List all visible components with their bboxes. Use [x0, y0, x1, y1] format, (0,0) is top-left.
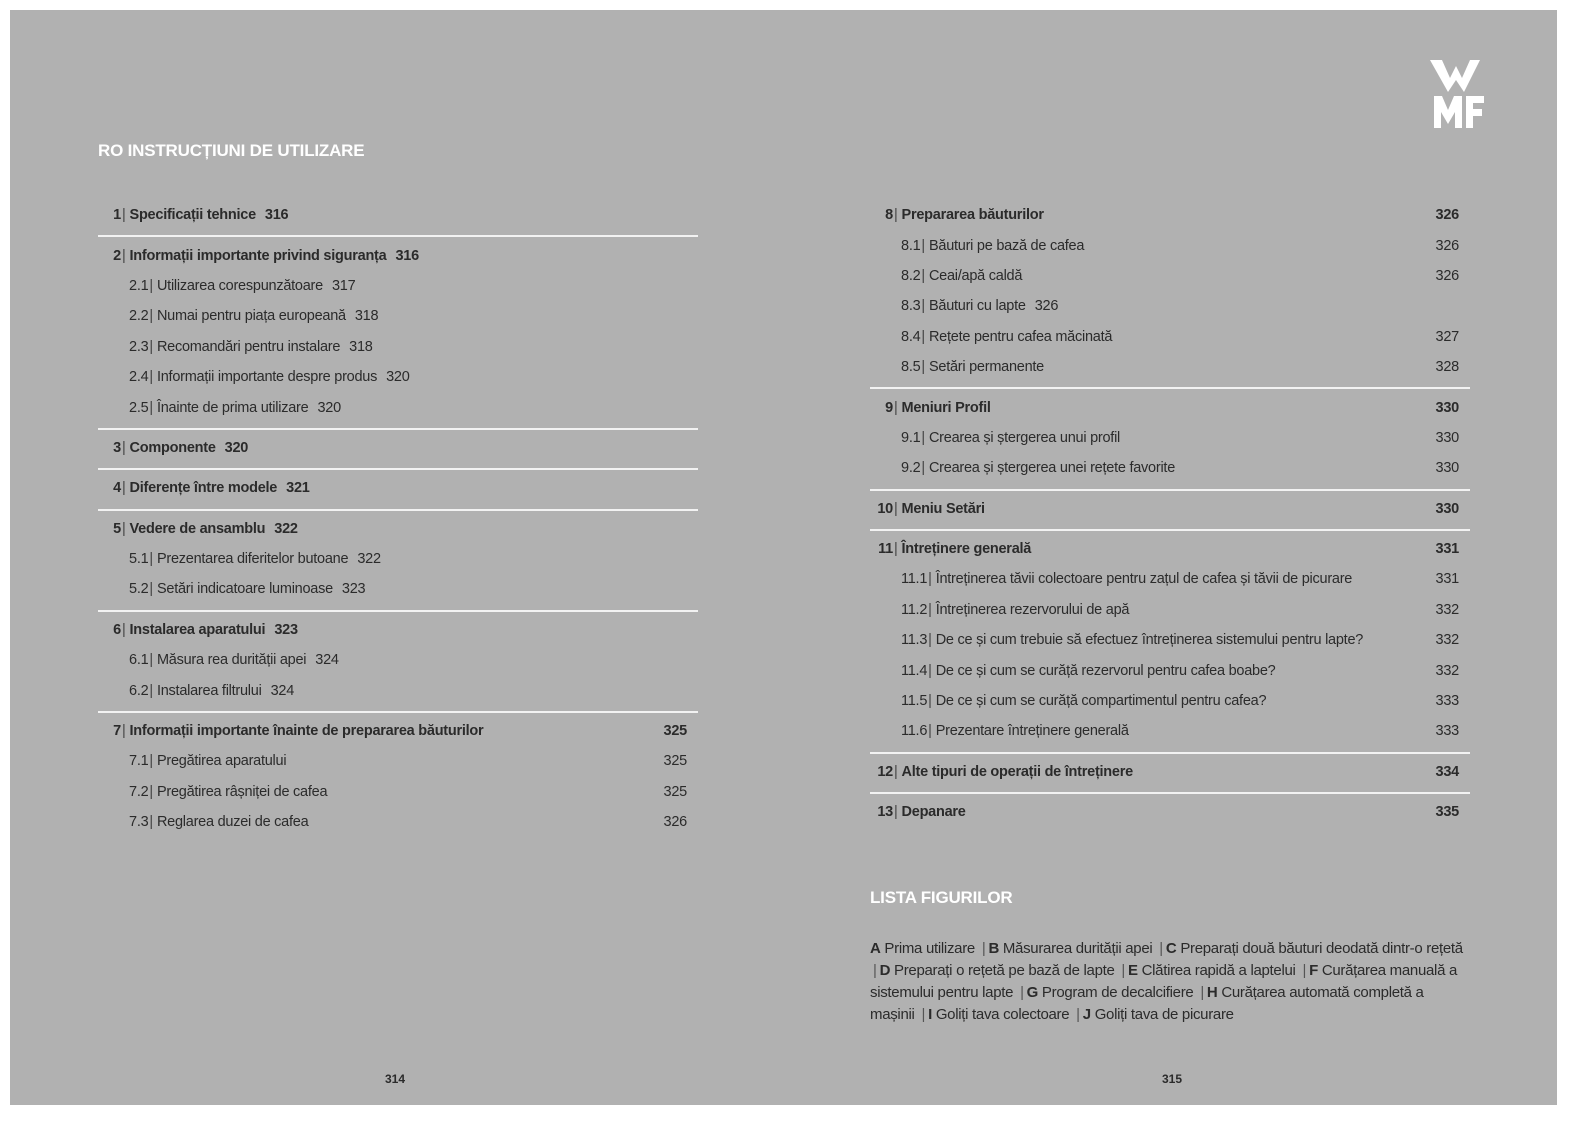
toc-entry-number: 2.2	[129, 308, 149, 325]
toc-entry-number: 13	[877, 804, 893, 821]
toc-entry-title: Pregătirea râșniței de cafea	[156, 783, 328, 800]
toc-entry-page: 331	[1435, 541, 1459, 558]
separator-bar: |	[122, 480, 126, 497]
toc-entry-title: De ce și cum se curăță compartimentul pentru cafea?	[935, 693, 1267, 710]
toc-entry-page: 334	[1435, 763, 1459, 780]
separator-bar: |	[928, 632, 932, 649]
toc-entry-number: 6.1	[129, 652, 149, 669]
toc-entry-8-5[interactable]	[870, 352, 1470, 382]
toc-entry-page: 325	[663, 783, 687, 800]
figure-letter: D	[879, 962, 891, 979]
toc-entry-page: 333	[1435, 723, 1459, 740]
toc-entry-2-3[interactable]	[98, 332, 698, 362]
toc-entry-page: 320	[224, 439, 249, 456]
toc-entry-13[interactable]	[870, 797, 1470, 827]
separator-bar: |	[1076, 1006, 1080, 1023]
figure-item	[880, 962, 1115, 979]
separator-bar: |	[149, 338, 153, 355]
toc-entry-page: 326	[1034, 298, 1059, 315]
toc-right-column	[870, 197, 1470, 832]
toc-entry-title: Componente	[129, 439, 216, 456]
toc-entry-page: 332	[1435, 601, 1459, 618]
toc-entry-11-6[interactable]	[870, 716, 1470, 746]
toc-entry-page: 325	[663, 753, 687, 770]
toc-section	[870, 531, 1470, 754]
figure-letter: A	[870, 940, 881, 957]
toc-entry-page: 331	[1435, 571, 1459, 588]
toc-entry-page: 326	[1435, 207, 1459, 224]
toc-entry-title: Alte tipuri de operații de întreținere	[901, 763, 1133, 780]
separator-bar: |	[928, 693, 932, 710]
toc-entry-8-4[interactable]	[870, 322, 1470, 352]
toc-entry-11-1[interactable]	[870, 564, 1470, 594]
toc-entry-title: Utilizarea corespunzătoare	[156, 277, 323, 294]
toc-entry-page: 324	[270, 682, 295, 699]
toc-entry-page: 327	[1435, 328, 1459, 345]
toc-entry-11-3[interactable]	[870, 625, 1470, 655]
toc-entry-title: Specificații tehnice	[129, 207, 256, 224]
toc-entry-12[interactable]	[870, 757, 1470, 787]
figure-letter: H	[1206, 984, 1218, 1001]
toc-entry-11[interactable]	[870, 534, 1470, 564]
toc-entry-number: 11	[878, 541, 893, 558]
toc-entry-title: Întreținere generală	[901, 541, 1032, 558]
separator-bar: |	[921, 429, 925, 446]
toc-entry-title: Numai pentru piața europeană	[156, 308, 346, 325]
toc-entry-number: 9.2	[901, 460, 921, 477]
toc-section	[98, 511, 698, 612]
toc-entry-title: Rețete pentru cafea măcinată	[928, 328, 1113, 345]
toc-entry-page: 335	[1435, 804, 1459, 821]
separator-bar: |	[894, 500, 898, 517]
separator-bar: |	[981, 940, 986, 957]
toc-entry-number: 10	[877, 500, 893, 517]
figure-letter: B	[988, 940, 999, 957]
toc-entry-title: Instalarea filtrului	[156, 682, 262, 699]
separator-bar: |	[122, 207, 126, 224]
toc-entry-page: 326	[1435, 267, 1459, 284]
figure-caption: Preparați două băuturi deodată dintr-o rețetă	[1180, 940, 1463, 957]
toc-left-column	[98, 197, 698, 842]
page-number-right: 315	[1162, 1072, 1183, 1086]
toc-entry-title: Întreținerea rezervorului de apă	[935, 601, 1130, 618]
wmf-logo	[1428, 58, 1488, 128]
figure-item	[1128, 962, 1296, 979]
toc-section	[870, 389, 1470, 490]
separator-bar: |	[928, 662, 932, 679]
separator-bar: |	[1302, 962, 1307, 979]
separator-bar: |	[894, 399, 898, 416]
toc-entry-page: 320	[386, 369, 410, 386]
toc-entry-8-2[interactable]	[870, 261, 1470, 291]
toc-entry-2[interactable]	[98, 240, 698, 270]
toc-entry-page: 321	[286, 480, 310, 497]
toc-entry-number: 11.2	[901, 601, 928, 618]
toc-entry-title: De ce și cum trebuie să efectuez întreținerea sistemului pentru lapte?	[935, 632, 1364, 649]
separator-bar: |	[894, 763, 898, 780]
toc-entry-7-3[interactable]	[98, 807, 698, 837]
separator-bar: |	[122, 247, 126, 264]
toc-entry-9-1[interactable]	[870, 423, 1470, 453]
separator-bar: |	[122, 439, 126, 456]
toc-entry-title: Băuturi pe bază de cafea	[928, 237, 1085, 254]
separator-bar: |	[149, 682, 153, 699]
separator-bar: |	[1121, 962, 1126, 979]
toc-section	[870, 197, 1470, 389]
toc-entry-title: Crearea și ștergerea unei rețete favorite	[928, 460, 1176, 477]
toc-entry-page: 317	[331, 277, 356, 294]
separator-bar: |	[894, 541, 898, 558]
toc-entry-page: 330	[1435, 429, 1459, 446]
toc-entry-11-2[interactable]	[870, 595, 1470, 625]
toc-section	[98, 713, 698, 843]
toc-entry-number: 2.1	[129, 277, 149, 294]
toc-entry-number: 8.2	[901, 267, 921, 284]
separator-bar: |	[921, 237, 925, 254]
toc-entry-5-2[interactable]	[98, 574, 698, 604]
toc-entry-number: 2.5	[129, 399, 149, 416]
toc-entry-number: 7.1	[129, 753, 149, 770]
toc-entry-number: 5	[113, 520, 121, 537]
toc-entry-title: Meniuri Profil	[901, 399, 991, 416]
toc-entry-11-4[interactable]	[870, 655, 1470, 685]
toc-entry-6-2[interactable]	[98, 675, 698, 705]
toc-entry-8-1[interactable]	[870, 230, 1470, 260]
figure-letter: I	[928, 1006, 932, 1023]
separator-bar: |	[149, 551, 153, 568]
separator-bar: |	[921, 359, 925, 376]
toc-entry-page: 332	[1435, 632, 1459, 649]
separator-bar: |	[921, 267, 925, 284]
separator-bar: |	[894, 804, 898, 821]
figure-caption: Prima utilizare	[884, 940, 975, 957]
toc-entry-number: 2.4	[129, 369, 149, 386]
separator-bar: |	[149, 581, 153, 598]
separator-bar: |	[149, 308, 153, 325]
toc-entry-title: De ce și cum se curăță rezervorul pentru cafea boabe?	[935, 662, 1276, 679]
toc-entry-number: 9.1	[901, 429, 921, 446]
toc-entry-11-5[interactable]	[870, 686, 1470, 716]
figure-item	[1166, 940, 1463, 957]
toc-entry-page: 326	[663, 814, 687, 831]
separator-bar: |	[921, 460, 925, 477]
toc-entry-number: 6.2	[129, 682, 149, 699]
toc-entry-page: 333	[1435, 693, 1459, 710]
toc-entry-number: 12	[877, 763, 893, 780]
toc-entry-title: Diferențe între modele	[129, 480, 278, 497]
separator-bar: |	[1200, 984, 1204, 1001]
toc-entry-page: 322	[274, 520, 298, 537]
page-number-left: 314	[385, 1072, 406, 1086]
figure-caption: Curățarea manuală a sistemului pentru lapte	[870, 962, 1458, 1001]
toc-entry-title: Informații importante despre produs	[156, 369, 378, 386]
figure-letter: J	[1082, 1006, 1091, 1023]
toc-entry-title: Informații importante înainte de prepararea băuturilor	[129, 723, 484, 740]
figure-item	[1083, 1006, 1234, 1023]
toc-entry-title: Setări indicatoare luminoase	[156, 581, 333, 598]
toc-entry-number: 7.3	[129, 814, 149, 831]
toc-entry-number: 6	[113, 621, 121, 638]
toc-entry-page: 332	[1435, 662, 1459, 679]
toc-entry-number: 5.1	[129, 551, 149, 568]
toc-entry-number: 8.3	[901, 298, 921, 315]
figure-letter: F	[1309, 962, 1318, 979]
toc-entry-number: 8.4	[901, 328, 921, 345]
separator-bar: |	[928, 571, 932, 588]
toc-entry-title: Crearea și ștergerea unui profil	[928, 429, 1121, 446]
figure-caption: Goliți tava de picurare	[1094, 1006, 1234, 1023]
toc-entry-title: Depanare	[901, 804, 966, 821]
toc-entry-number: 9	[885, 399, 893, 416]
separator-bar: |	[149, 753, 153, 770]
figure-caption: Preparați o rețetă pe bază de lapte	[894, 962, 1115, 979]
document-title: RO INSTRUCȚIUNI DE UTILIZARE	[98, 141, 365, 160]
figure-letter: G	[1026, 984, 1039, 1001]
toc-entry-7[interactable]	[98, 716, 698, 746]
toc-entry-7-2[interactable]	[98, 777, 698, 807]
toc-section	[870, 794, 1470, 832]
toc-entry-page: 318	[349, 338, 373, 355]
toc-entry-title: Prezentare întreținere generală	[935, 723, 1129, 740]
toc-entry-2-2[interactable]	[98, 301, 698, 331]
toc-entry-number: 11.3	[901, 632, 928, 649]
toc-section	[870, 754, 1470, 794]
separator-bar: |	[149, 652, 153, 669]
toc-entry-page: 316	[264, 207, 289, 224]
toc-entry-page: 322	[357, 551, 381, 568]
toc-entry-page: 330	[1435, 500, 1459, 517]
separator-bar: |	[921, 1006, 926, 1023]
figure-item	[988, 940, 1152, 957]
toc-entry-page: 328	[1435, 359, 1459, 376]
toc-entry-page: 324	[315, 652, 339, 669]
figure-caption: Măsurarea durității apei	[1002, 940, 1153, 957]
separator-bar: |	[149, 369, 153, 386]
toc-section	[98, 197, 698, 237]
toc-entry-page: 326	[1435, 237, 1459, 254]
separator-bar: |	[928, 601, 932, 618]
toc-entry-page: 323	[341, 581, 366, 598]
toc-entry-number: 8.5	[901, 359, 921, 376]
toc-entry-title: Pregătirea aparatului	[156, 753, 287, 770]
toc-entry-page: 325	[663, 723, 687, 740]
separator-bar: |	[894, 207, 898, 224]
separator-bar: |	[149, 814, 153, 831]
toc-entry-2-4[interactable]	[98, 362, 698, 392]
figure-item	[928, 1006, 1069, 1023]
separator-bar: |	[149, 783, 153, 800]
toc-entry-page: 330	[1435, 460, 1459, 477]
figure-caption: Program de decalcifiere	[1041, 984, 1194, 1001]
document-spread	[10, 10, 1557, 1105]
separator-bar: |	[1020, 984, 1024, 1001]
toc-entry-title: Informații importante privind siguranța	[129, 247, 387, 264]
toc-entry-10[interactable]	[870, 494, 1470, 524]
toc-entry-8-3[interactable]	[870, 291, 1470, 321]
toc-entry-page: 318	[354, 308, 379, 325]
toc-entry-5[interactable]	[98, 514, 698, 544]
figure-caption: Goliți tava colectoare	[935, 1006, 1070, 1023]
separator-bar: |	[921, 298, 925, 315]
toc-entry-8[interactable]	[870, 200, 1470, 230]
figure-item	[1027, 984, 1194, 1001]
toc-entry-number: 8	[885, 207, 893, 224]
toc-section	[870, 491, 1470, 531]
toc-entry-title: Setări permanente	[928, 359, 1044, 376]
toc-entry-number: 2.3	[129, 338, 149, 355]
toc-entry-number: 11.4	[901, 662, 928, 679]
toc-entry-title: Reglarea duzei de cafea	[156, 814, 309, 831]
figure-caption: Clătirea rapidă a laptelui	[1141, 962, 1296, 979]
separator-bar: |	[149, 399, 153, 416]
toc-entry-title: Meniu Setări	[901, 500, 985, 517]
toc-entry-2-5[interactable]	[98, 392, 698, 422]
toc-entry-2-1[interactable]	[98, 271, 698, 301]
figure-letter: C	[1165, 940, 1177, 957]
separator-bar: |	[1159, 940, 1163, 957]
figure-caption: Curățarea automată completă a mașinii	[870, 984, 1424, 1023]
toc-entry-page: 320	[317, 399, 341, 416]
separator-bar: |	[149, 277, 153, 294]
toc-entry-number: 7	[113, 723, 121, 740]
toc-entry-title: Recomandări pentru instalare	[156, 338, 341, 355]
figure-letter: E	[1128, 962, 1138, 979]
separator-bar: |	[122, 621, 126, 638]
toc-entry-title: Înainte de prima utilizare	[156, 399, 309, 416]
toc-entry-page: 323	[274, 621, 298, 638]
toc-entry-number: 2	[113, 247, 121, 264]
toc-entry-number: 1	[113, 207, 121, 224]
toc-entry-5-1[interactable]	[98, 544, 698, 574]
toc-entry-number: 11.5	[901, 693, 928, 710]
toc-entry-7-1[interactable]	[98, 746, 698, 776]
separator-bar: |	[873, 962, 877, 979]
toc-entry-title: Băuturi cu lapte	[928, 298, 1026, 315]
toc-entry-number: 11.1	[901, 571, 928, 588]
toc-section	[98, 612, 698, 713]
toc-entry-number: 7.2	[129, 783, 149, 800]
toc-entry-title: Prezentarea diferitelor butoane	[156, 551, 349, 568]
toc-entry-1[interactable]	[98, 200, 698, 230]
toc-entry-6[interactable]	[98, 615, 698, 645]
toc-entry-number: 8.1	[901, 237, 921, 254]
toc-entry-6-1[interactable]	[98, 645, 698, 675]
separator-bar: |	[122, 520, 126, 537]
toc-entry-number: 5.2	[129, 581, 149, 598]
figure-item	[870, 940, 975, 957]
toc-entry-9[interactable]	[870, 392, 1470, 422]
toc-entry-4[interactable]	[98, 473, 698, 503]
figures-list	[870, 938, 1470, 1026]
toc-entry-number: 4	[113, 480, 121, 497]
figures-heading: LISTA FIGURILOR	[870, 888, 1013, 907]
toc-entry-number: 3	[113, 439, 121, 456]
separator-bar: |	[921, 328, 925, 345]
toc-section	[98, 237, 698, 429]
toc-section	[98, 430, 698, 470]
toc-entry-9-2[interactable]	[870, 453, 1470, 483]
separator-bar: |	[122, 723, 126, 740]
toc-entry-title: Întreținerea tăvii colectoare pentru zațul de cafea și tăvii de picurare	[935, 571, 1353, 588]
toc-entry-title: Instalarea aparatului	[129, 621, 266, 638]
toc-entry-page: 330	[1435, 399, 1459, 416]
toc-section	[98, 470, 698, 510]
toc-entry-title: Ceai/apă caldă	[928, 267, 1023, 284]
toc-entry-page: 316	[395, 247, 419, 264]
separator-bar: |	[928, 723, 932, 740]
toc-entry-number: 11.6	[901, 723, 928, 740]
toc-entry-title: Măsura rea durității apei	[156, 652, 307, 669]
toc-entry-3[interactable]	[98, 433, 698, 463]
toc-entry-title: Vedere de ansamblu	[129, 520, 266, 537]
toc-entry-title: Prepararea băuturilor	[901, 207, 1044, 224]
